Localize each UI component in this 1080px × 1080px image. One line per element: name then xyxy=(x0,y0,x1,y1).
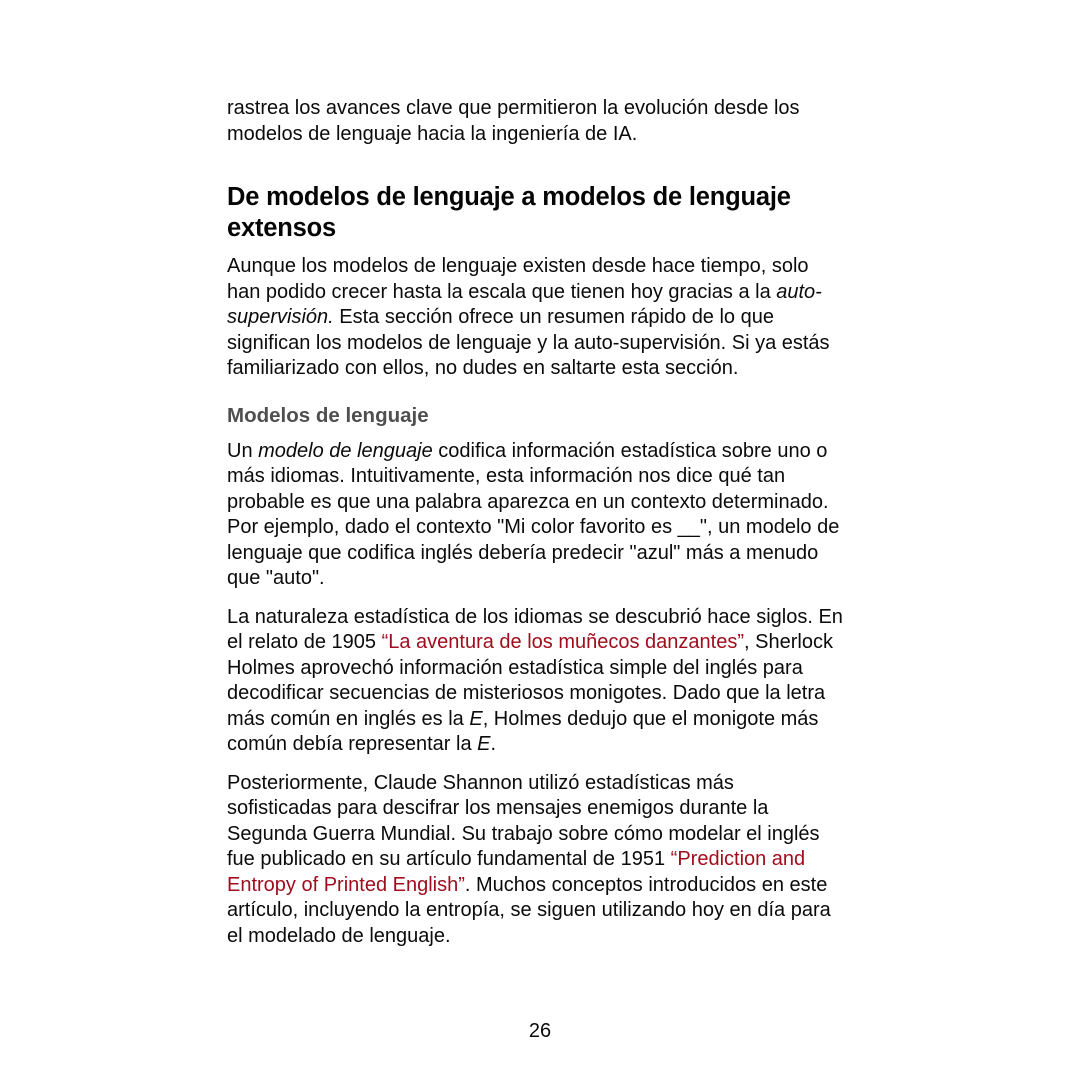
overview-paragraph xyxy=(227,254,843,382)
text-run: Posteriormente, Claude Shannon utilizó estadísticas más sofisticadas para descifrar los mensajes enemigos durante la Segunda Guerra Mundial. Su trabajo sobre cómo modelar el inglés fue publicado en su artículo fundamental de 1951 xyxy=(227,771,820,870)
page-number: 26 xyxy=(528,1020,552,1042)
text-run: , Holmes dedujo que el monigote más común debía representar la xyxy=(227,707,819,755)
link-dancing-men-story[interactable]: “La aventura de los muñecos danzantes” xyxy=(381,631,745,653)
text-run: , Sherlock Holmes aprovechó información estadística simple del inglés para decodificar secuencias de misteriosos monigotes. Dado que la letra más común en inglés es la xyxy=(227,631,833,730)
text-run: rastrea los avances clave que permitieron la evolución desde los modelos de lenguaje hacia la ingeniería de IA. xyxy=(227,97,800,145)
italic-run: modelo de lenguaje xyxy=(258,439,433,462)
italic-run: auto-supervisión. xyxy=(227,280,822,328)
italic-run: E xyxy=(477,733,491,755)
intro-paragraph xyxy=(227,96,843,147)
text-run: Un xyxy=(227,439,259,462)
page-footer xyxy=(0,1019,1080,1044)
text-run: codifica información estadística sobre uno o más idiomas. Intuitivamente, esta información nos dice qué tan probable es que una palabra aparezca en un contexto determinado. Por ejemplo, dado el contexto "Mi color favorito es __", un modelo de lenguaje que codifica inglés debería predecir "azul" más a menudo que "auto". xyxy=(227,439,840,589)
text-run: . Muchos conceptos introducidos en este artículo, incluyendo la entropía, se siguen utilizando hoy en día para el modelado de lenguaje. xyxy=(227,873,831,947)
text-column xyxy=(227,96,843,962)
sherlock-paragraph xyxy=(227,605,843,758)
text-run: La naturaleza estadística de los idiomas se descubrió hace siglos. En el relato de 1905 xyxy=(227,605,843,653)
subsection-heading: Modelos de lenguaje xyxy=(227,403,429,427)
definition-paragraph xyxy=(227,439,843,592)
shannon-paragraph xyxy=(227,771,843,950)
text-run: . xyxy=(490,733,497,755)
text-run: Aunque los modelos de lenguaje existen desde hace tiempo, solo han podido crecer hasta la escala que tienen hoy gracias a la xyxy=(227,255,809,303)
link-prediction-entropy-paper[interactable]: “Prediction and Entropy of Printed English” xyxy=(227,848,806,896)
text-run: Esta sección ofrece un resumen rápido de lo que significan los modelos de lenguaje y la auto-supervisión. Si ya estás familiarizado con ellos, no dudes en saltarte esta sección. xyxy=(227,306,830,379)
section-heading: De modelos de lenguaje a modelos de lenguaje extensos xyxy=(227,183,791,242)
italic-run: E xyxy=(469,707,483,730)
